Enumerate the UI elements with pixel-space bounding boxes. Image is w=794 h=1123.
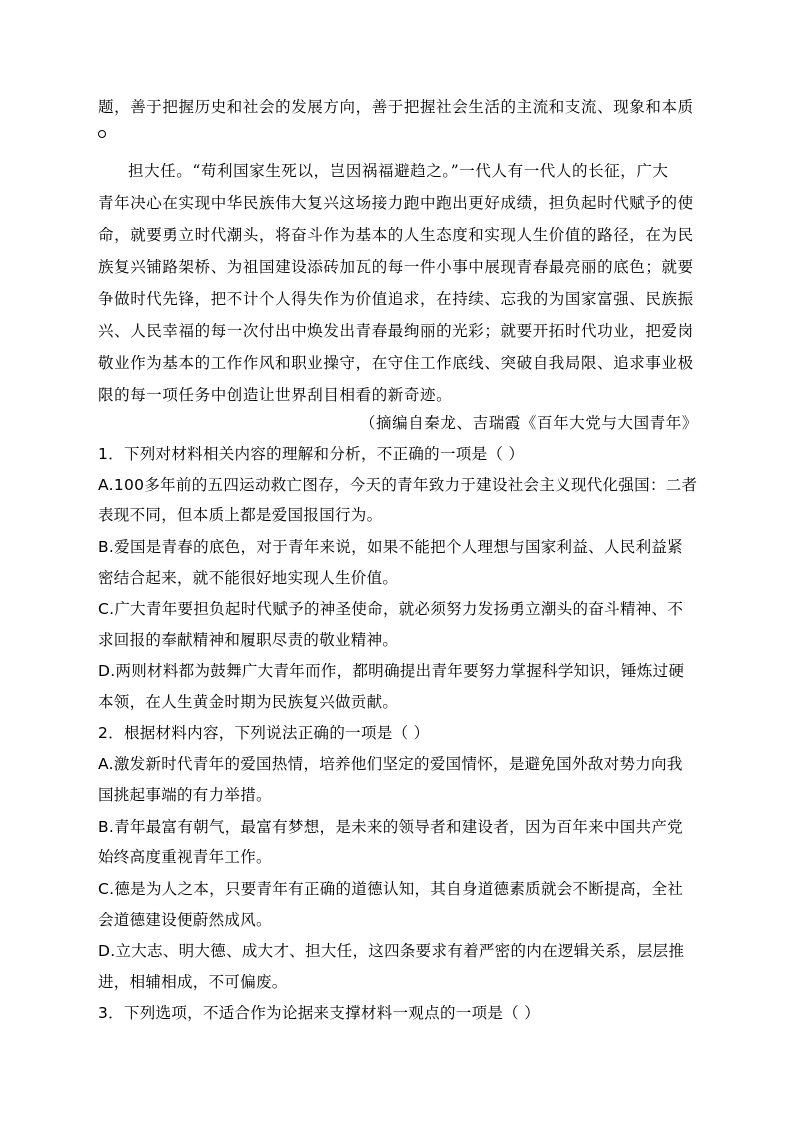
full-stop-mark — [98, 130, 106, 138]
passage-line: 青年决心在实现中华民族伟大复兴这场接力跑中跑出更好成绩，担负起时代赋予的使 — [98, 194, 694, 212]
question-2-option-d: D.立大志、明大德、成大才、担大任，这四条要求有着严密的内在逻辑关系，层层推 — [98, 942, 685, 960]
question-1-option-d: D.两则材料都为鼓舞广大青年而作，都明确提出青年要努力掌握科学知识，锤炼过硬 — [98, 662, 685, 680]
question-1-option-a: A.100多年前的五四运动救亡图存，今天的青年致力于建设社会主义现代化强国：二者 — [98, 476, 698, 494]
question-2-option-d-cont: 进，相辅相成，不可偏废。 — [98, 973, 288, 991]
question-2-option-a: A.激发新时代青年的爱国热情，培养他们坚定的爱国情怀，是避免国外敌对势力向我 — [98, 755, 683, 773]
question-1-option-b: B.爱国是青春的底色，对于青年来说，如果不能把个人理想与国家利益、人民利益紧 — [98, 538, 683, 556]
question-2-option-b-cont: 始终高度重视青年工作。 — [98, 848, 272, 866]
passage-line: 敬业作为基本的工作作风和职业操守，在守住工作底线、突破自我局限、追求事业极 — [98, 354, 694, 372]
question-1-stem: 1．下列对材料相关内容的理解和分析，不正确的一项是（ ） — [98, 445, 525, 463]
passage-source: （摘编自秦龙、吉瑞霞《百年大党与大国青年》 — [359, 414, 698, 432]
question-1-option-b-cont: 密结合起来，就不能很好地实现人生价值。 — [98, 569, 399, 587]
question-2-option-b: B.青年最富有朝气，最富有梦想，是未来的领导者和建设者，因为百年来中国共产党 — [98, 818, 683, 836]
question-2-option-a-cont: 国挑起事端的有力举措。 — [98, 786, 272, 804]
passage-line: 争做时代先锋，把不计个人得失作为价值追求，在持续、忘我的为国家富强、民族振 — [98, 290, 694, 308]
question-1-option-c-cont: 求回报的奉献精神和履职尽责的敬业精神。 — [98, 631, 399, 649]
question-3-stem: 3．下列选项，不适合作为论据来支撑材料一观点的一项是（ ） — [98, 1004, 540, 1022]
question-2-option-c: C.德是为人之本，只要青年有正确的道德认知，其自身道德素质就会不断提高，全社 — [98, 880, 684, 898]
passage-line: 限的每一项任务中创造让世界刮目相看的新奇迹。 — [98, 386, 453, 404]
passage-line: 题，善于把握历史和社会的发展方向，善于把握社会生活的主流和支流、现象和本质 — [98, 98, 694, 116]
passage-line: 命，就要勇立时代潮头，将奋斗作为基本的人生态度和实现人生价值的路径，在为民 — [98, 226, 694, 244]
passage-line: 担大任。“苟利国家生死以，岂因祸福避趋之。”一代人有一代人的长征，广大 — [128, 162, 669, 180]
question-2-option-c-cont: 会道德建设便蔚然成风。 — [98, 911, 272, 929]
question-1-option-d-cont: 本领，在人生黄金时期为民族复兴做贡献。 — [98, 693, 399, 711]
question-1-option-c: C.广大青年要担负起时代赋予的神圣使命，就必须努力发扬勇立潮头的奋斗精神、不 — [98, 600, 684, 618]
question-1-option-a-cont: 表现不同，但本质上都是爱国报国行为。 — [98, 506, 383, 524]
passage-line: 族复兴铺路架桥、为祖国建设添砖加瓦的每一件小事中展现青春最亮丽的底色；就要 — [98, 258, 694, 276]
question-2-stem: 2．根据材料内容，下列说法正确的一项是（ ） — [98, 724, 430, 742]
passage-line: 兴、人民幸福的每一次付出中焕发出青春最绚丽的光彩；就要开拓时代功业，把爱岗 — [98, 322, 694, 340]
